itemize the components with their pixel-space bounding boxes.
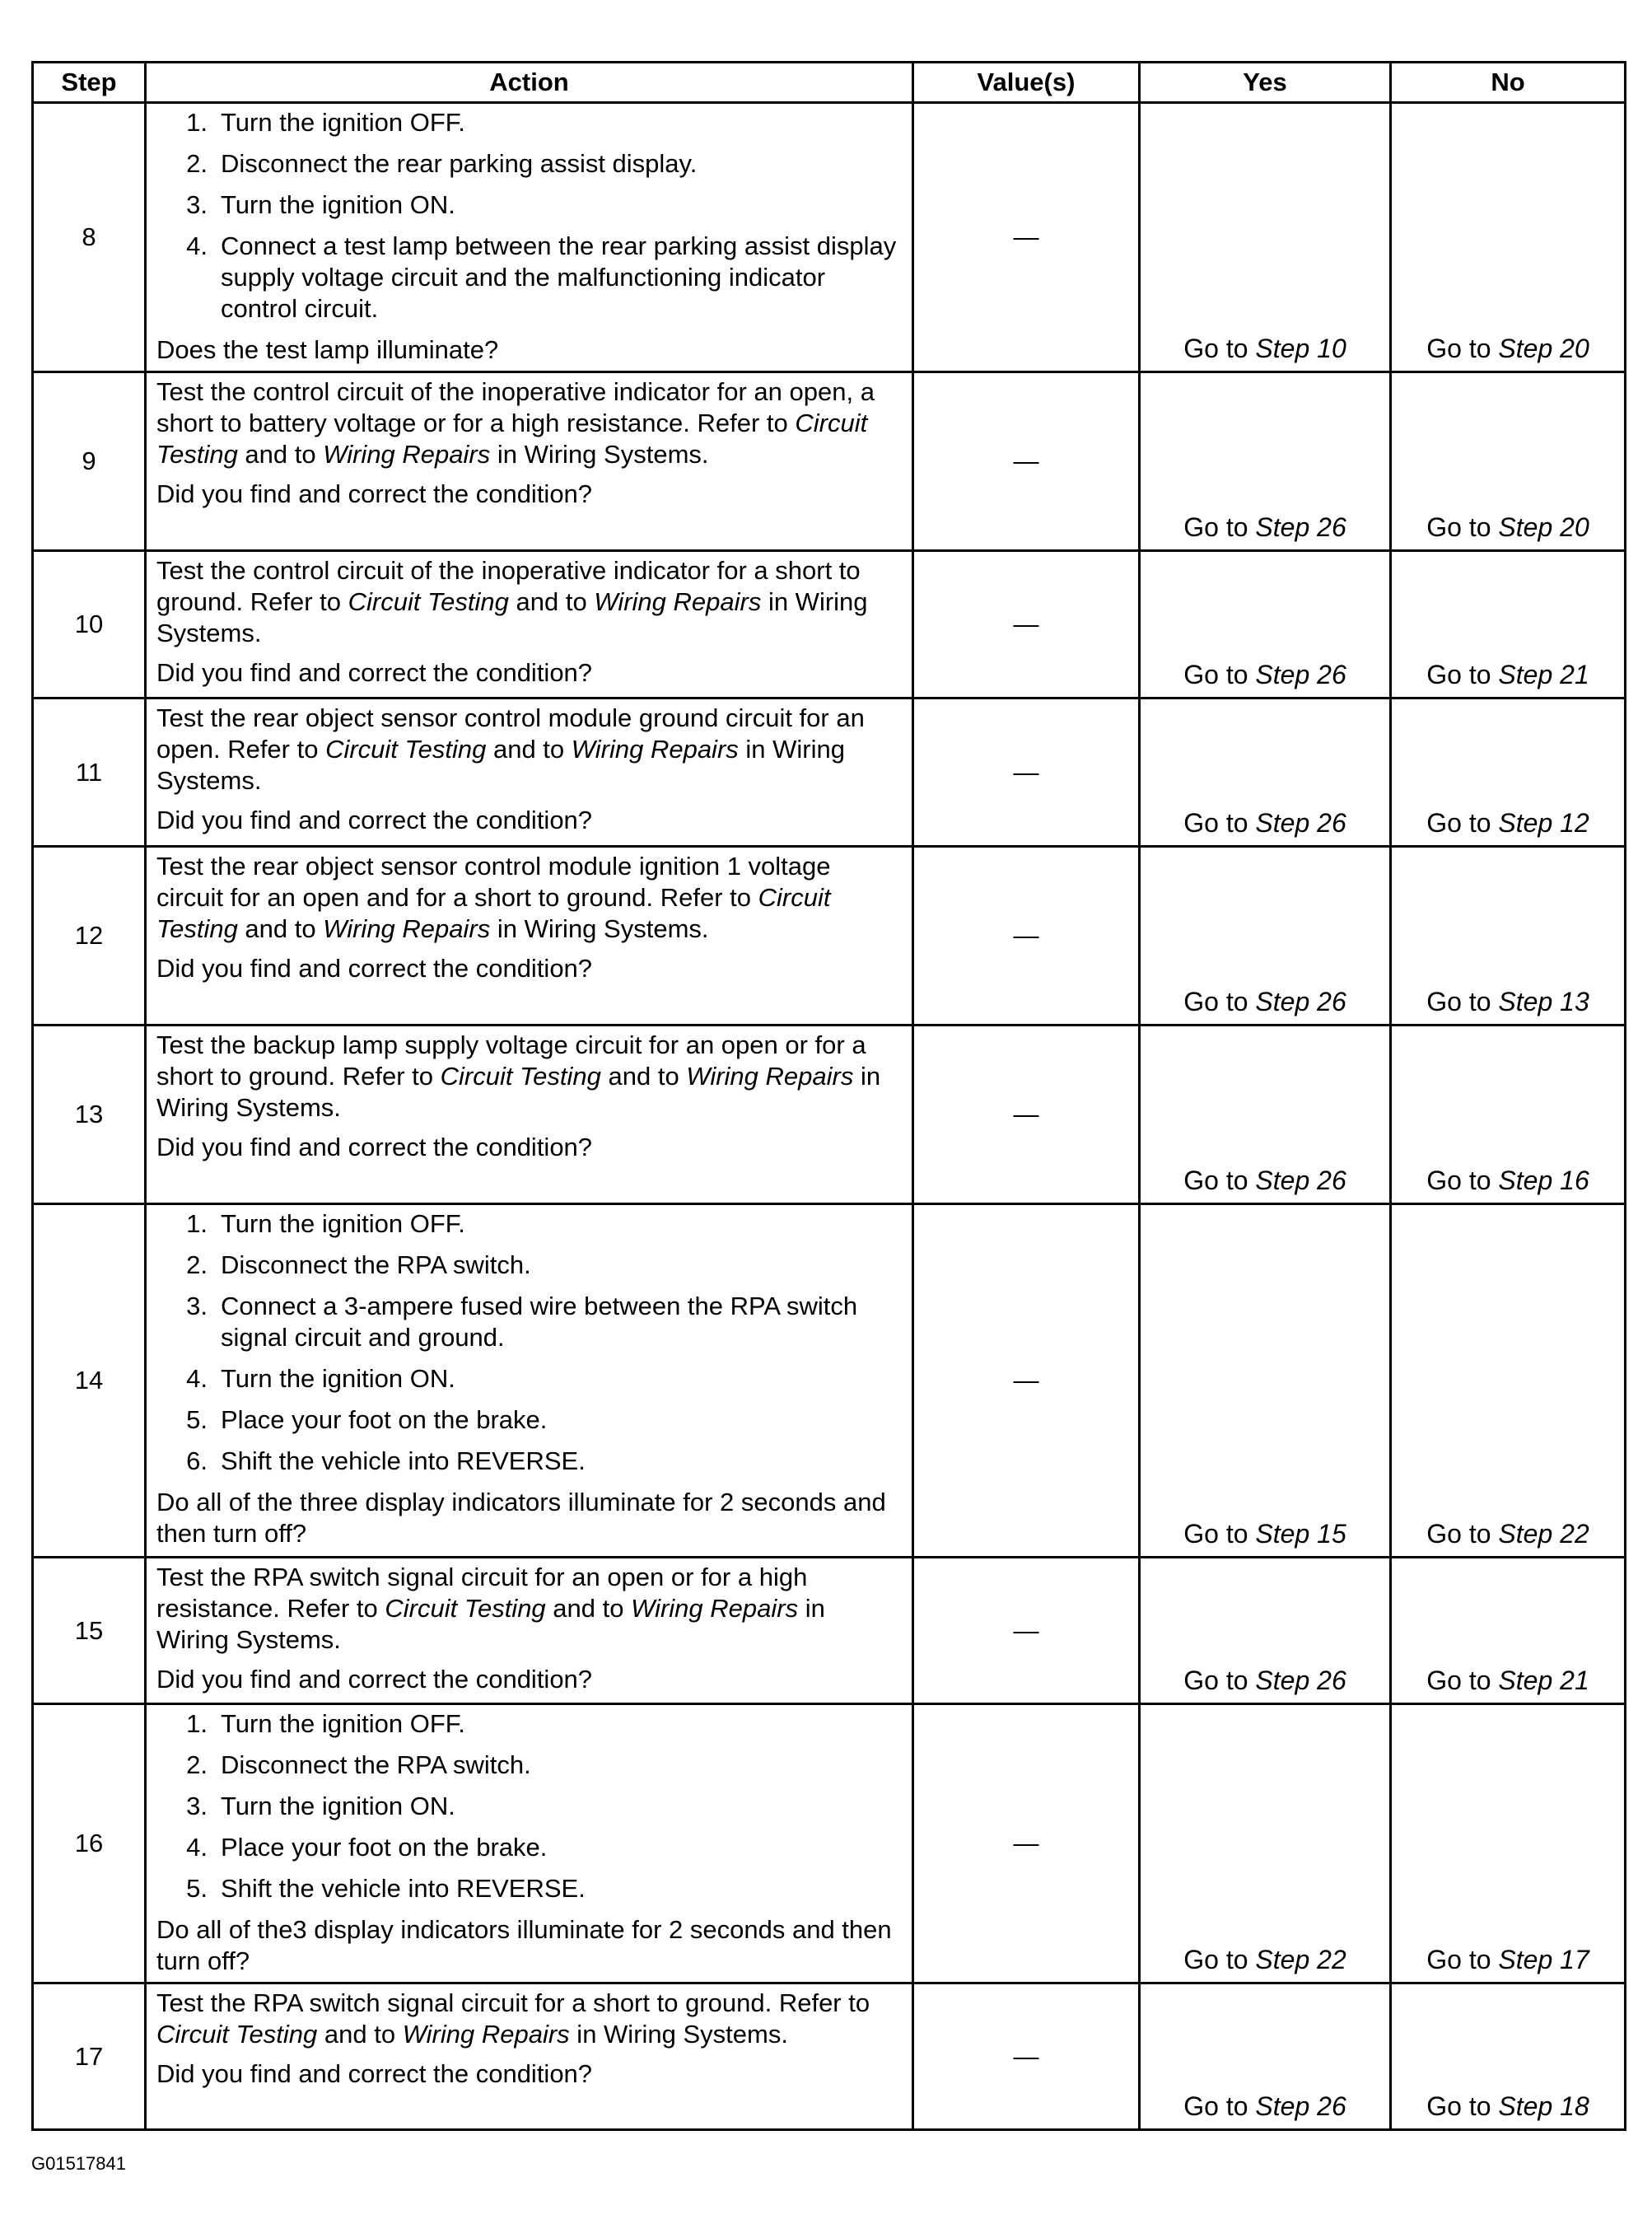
reference-link-text: Wiring Repairs <box>402 2020 570 2049</box>
action-step-number: 2. <box>186 1250 208 1279</box>
action-step-text: Disconnect the RPA switch. <box>221 1750 531 1779</box>
header-values: Value(s) <box>913 63 1140 103</box>
step-number: 13 <box>33 1026 146 1204</box>
action-step-number: 5. <box>186 1874 208 1903</box>
action-question: Did you find and correct the condition? <box>156 1665 593 1694</box>
reference-link-text: Circuit Testing <box>440 1062 601 1091</box>
step-number: 12 <box>33 847 146 1026</box>
description-text: Test the RPA switch signal circuit for an open or for a high resistance. Refer to <box>156 1563 808 1623</box>
no-cell <box>1391 847 1626 1026</box>
table-row <box>33 103 1626 372</box>
yes-goto-text: Go to <box>1183 1519 1256 1549</box>
description-text: Test the rear object sensor control module ignition 1 voltage circuit for an open and for a short to ground. Refer to <box>156 852 831 912</box>
description-text: Test the rear object sensor control module ground circuit for an open. Refer to <box>156 703 865 764</box>
no-cell <box>1391 1204 1626 1558</box>
yes-goto-text: Go to <box>1183 808 1256 838</box>
description-text: in Wiring Systems. <box>490 914 709 943</box>
step-number: 8 <box>33 103 146 372</box>
action-step-number: 3. <box>186 1792 208 1820</box>
step-number: 14 <box>33 1204 146 1558</box>
action-question: Did you find and correct the condition? <box>156 479 593 508</box>
yes-goto-text: Go to <box>1183 334 1256 363</box>
description-text: in Wiring Systems. <box>156 735 845 795</box>
action-step <box>156 1404 903 1436</box>
reference-link-text: Circuit Testing <box>156 883 831 943</box>
table-row <box>33 551 1626 699</box>
reference-link-text: Circuit Testing <box>348 587 509 616</box>
yes-step-ref: Step 26 <box>1255 987 1346 1016</box>
action-step-number: 4. <box>186 231 208 260</box>
action-step <box>156 1208 903 1240</box>
action-step <box>156 1363 903 1395</box>
reference-link-text: Wiring Repairs <box>323 914 491 943</box>
yes-cell <box>1140 847 1391 1026</box>
step-number: 10 <box>33 551 146 699</box>
action-cell <box>146 1026 913 1204</box>
action-description <box>156 1562 903 1656</box>
description-text: and to <box>237 440 324 469</box>
table-row <box>33 1558 1626 1704</box>
action-step-text: Place your foot on the brake. <box>221 1833 548 1862</box>
description-text: in Wiring Systems. <box>569 2020 788 2049</box>
table-row <box>33 1204 1626 1558</box>
step-number: 15 <box>33 1558 146 1704</box>
no-cell <box>1391 1704 1626 1983</box>
value-cell: — <box>913 103 1140 372</box>
action-step-number: 3. <box>186 1292 208 1320</box>
value-cell: — <box>913 1026 1140 1204</box>
description-text: in Wiring Systems. <box>156 1594 825 1654</box>
action-step-text: Disconnect the rear parking assist display. <box>221 149 698 178</box>
action-question: Do all of the3 display indicators illuminate for 2 seconds and then turn off? <box>156 1915 892 1975</box>
no-step-ref: Step 18 <box>1498 2091 1589 2121</box>
no-step-ref: Step 20 <box>1498 512 1589 542</box>
yes-cell <box>1140 1026 1391 1204</box>
table-row <box>33 699 1626 847</box>
action-step <box>156 107 903 138</box>
action-cell <box>146 1704 913 1983</box>
no-step-ref: Step 17 <box>1498 1945 1589 1974</box>
step-number: 17 <box>33 1983 146 2130</box>
action-question: Did you find and correct the condition? <box>156 1133 593 1161</box>
no-step-ref: Step 21 <box>1498 660 1589 689</box>
yes-cell <box>1140 1204 1391 1558</box>
action-question: Did you find and correct the condition? <box>156 954 593 983</box>
yes-cell <box>1140 551 1391 699</box>
action-step-text: Turn the ignition ON. <box>221 1364 455 1393</box>
action-step-number: 4. <box>186 1833 208 1862</box>
action-step-number: 1. <box>186 108 208 137</box>
description-text: Test the control circuit of the inoperative indicator for a short to ground. Refer to <box>156 556 861 616</box>
no-cell <box>1391 1558 1626 1704</box>
reference-link-text: Circuit Testing <box>156 409 868 469</box>
no-cell <box>1391 372 1626 551</box>
action-cell <box>146 1983 913 2130</box>
action-question: Did you find and correct the condition? <box>156 658 593 687</box>
yes-step-ref: Step 26 <box>1255 808 1346 838</box>
action-step <box>156 231 903 325</box>
action-description <box>156 1988 903 2050</box>
yes-step-ref: Step 26 <box>1255 2091 1346 2121</box>
action-step <box>156 189 903 221</box>
value-cell: — <box>913 699 1140 847</box>
action-step-text: Disconnect the RPA switch. <box>221 1250 531 1279</box>
action-step-text: Turn the ignition OFF. <box>221 1709 465 1738</box>
step-number: 9 <box>33 372 146 551</box>
no-step-ref: Step 13 <box>1498 987 1589 1016</box>
action-step-text: Connect a test lamp between the rear parking assist display supply voltage circuit and the malfunctioning indicator control circuit. <box>221 231 897 323</box>
header-no: No <box>1391 63 1626 103</box>
no-goto-text: Go to <box>1426 987 1499 1016</box>
yes-goto-text: Go to <box>1183 660 1256 689</box>
diagnostic-table <box>31 61 1626 2131</box>
action-step-text: Shift the vehicle into REVERSE. <box>221 1874 586 1903</box>
yes-goto-text: Go to <box>1183 1666 1256 1695</box>
reference-link-text: Wiring Repairs <box>686 1062 854 1091</box>
header-step: Step <box>33 63 146 103</box>
yes-step-ref: Step 26 <box>1255 1666 1346 1695</box>
table-row <box>33 847 1626 1026</box>
yes-step-ref: Step 22 <box>1255 1945 1346 1974</box>
action-step <box>156 1873 903 1904</box>
no-step-ref: Step 16 <box>1498 1166 1589 1195</box>
action-cell <box>146 372 913 551</box>
action-step <box>156 1446 903 1477</box>
action-cell <box>146 1558 913 1704</box>
no-cell <box>1391 1983 1626 2130</box>
action-question: Does the test lamp illuminate? <box>156 335 499 364</box>
yes-step-ref: Step 26 <box>1255 1166 1346 1195</box>
header-yes: Yes <box>1140 63 1391 103</box>
value-cell: — <box>913 1983 1140 2130</box>
action-step-number: 2. <box>186 149 208 178</box>
action-step <box>156 1291 903 1353</box>
action-step <box>156 1708 903 1740</box>
action-step-number: 2. <box>186 1750 208 1779</box>
value-cell: — <box>913 1704 1140 1983</box>
no-goto-text: Go to <box>1426 1519 1499 1549</box>
action-question: Did you find and correct the condition? <box>156 806 593 834</box>
action-step-number: 1. <box>186 1209 208 1238</box>
action-step <box>156 1791 903 1822</box>
description-text: in Wiring Systems. <box>156 587 868 647</box>
no-goto-text: Go to <box>1426 1666 1499 1695</box>
action-step <box>156 148 903 180</box>
reference-link-text: Wiring Repairs <box>571 735 739 764</box>
no-goto-text: Go to <box>1426 1166 1499 1195</box>
action-cell <box>146 103 913 372</box>
action-description <box>156 376 903 470</box>
table-row <box>33 1983 1626 2130</box>
yes-step-ref: Step 26 <box>1255 660 1346 689</box>
yes-step-ref: Step 10 <box>1255 334 1346 363</box>
no-step-ref: Step 22 <box>1498 1519 1589 1549</box>
table-row <box>33 1026 1626 1204</box>
reference-link-text: Circuit Testing <box>325 735 487 764</box>
value-cell: — <box>913 847 1140 1026</box>
yes-step-ref: Step 26 <box>1255 512 1346 542</box>
yes-cell <box>1140 1558 1391 1704</box>
description-text: Test the backup lamp supply voltage circuit for an open or for a short to ground. Refer to <box>156 1030 866 1091</box>
yes-goto-text: Go to <box>1183 1166 1256 1195</box>
description-text: and to <box>508 587 595 616</box>
reference-link-text: Wiring Repairs <box>631 1594 799 1623</box>
action-description <box>156 703 903 797</box>
table-row <box>33 372 1626 551</box>
action-cell <box>146 551 913 699</box>
action-step-text: Connect a 3-ampere fused wire between the RPA switch signal circuit and ground. <box>221 1292 858 1352</box>
step-number: 11 <box>33 699 146 847</box>
table-body <box>33 103 1626 2130</box>
action-steps-list <box>156 107 903 325</box>
yes-goto-text: Go to <box>1183 987 1256 1016</box>
no-cell <box>1391 699 1626 847</box>
action-description <box>156 851 903 945</box>
action-step <box>156 1750 903 1781</box>
action-step-text: Shift the vehicle into REVERSE. <box>221 1446 586 1475</box>
yes-cell <box>1140 699 1391 847</box>
description-text: and to <box>545 1594 632 1623</box>
action-step-text: Place your foot on the brake. <box>221 1405 548 1434</box>
action-step-text: Turn the ignition OFF. <box>221 108 465 137</box>
header-action: Action <box>146 63 913 103</box>
description-text: Test the RPA switch signal circuit for a short to ground. Refer to <box>156 1988 870 2017</box>
header-row <box>33 63 1626 103</box>
action-step <box>156 1832 903 1863</box>
action-steps-list <box>156 1708 903 1904</box>
action-question: Did you find and correct the condition? <box>156 2059 593 2088</box>
table-row <box>33 1704 1626 1983</box>
yes-cell <box>1140 1983 1391 2130</box>
action-cell <box>146 1204 913 1558</box>
no-step-ref: Step 12 <box>1498 808 1589 838</box>
no-goto-text: Go to <box>1426 1945 1499 1974</box>
no-goto-text: Go to <box>1426 660 1499 689</box>
action-cell <box>146 699 913 847</box>
no-cell <box>1391 551 1626 699</box>
value-cell: — <box>913 1558 1140 1704</box>
description-text: and to <box>317 2020 403 2049</box>
value-cell: — <box>913 372 1140 551</box>
no-goto-text: Go to <box>1426 334 1499 363</box>
yes-goto-text: Go to <box>1183 2091 1256 2121</box>
action-step-number: 4. <box>186 1364 208 1393</box>
yes-cell <box>1140 372 1391 551</box>
action-step-text: Turn the ignition ON. <box>221 190 455 219</box>
no-step-ref: Step 21 <box>1498 1666 1589 1695</box>
action-step-number: 6. <box>186 1446 208 1475</box>
no-goto-text: Go to <box>1426 2091 1499 2121</box>
value-cell: — <box>913 551 1140 699</box>
no-step-ref: Step 20 <box>1498 334 1589 363</box>
yes-step-ref: Step 15 <box>1255 1519 1346 1549</box>
reference-link-text: Circuit Testing <box>156 2020 318 2049</box>
description-text: in Wiring Systems. <box>490 440 709 469</box>
action-step-number: 1. <box>186 1709 208 1738</box>
description-text: and to <box>600 1062 687 1091</box>
action-steps-list <box>156 1208 903 1477</box>
yes-goto-text: Go to <box>1183 1945 1256 1974</box>
reference-link-text: Circuit Testing <box>385 1594 546 1623</box>
description-text: in Wiring Systems. <box>156 1062 881 1122</box>
description-text: Test the control circuit of the inoperative indicator for an open, a short to battery voltage or for a high resistance. Refer to <box>156 377 875 437</box>
yes-goto-text: Go to <box>1183 512 1256 542</box>
action-step-number: 3. <box>186 190 208 219</box>
reference-link-text: Wiring Repairs <box>594 587 762 616</box>
action-step <box>156 1250 903 1281</box>
step-number: 16 <box>33 1704 146 1983</box>
no-cell <box>1391 103 1626 372</box>
action-description <box>156 1030 903 1124</box>
yes-cell <box>1140 1704 1391 1983</box>
no-goto-text: Go to <box>1426 808 1499 838</box>
document-id: G01517841 <box>31 2153 126 2174</box>
action-step-text: Turn the ignition ON. <box>221 1792 455 1820</box>
value-cell: — <box>913 1204 1140 1558</box>
description-text: and to <box>237 914 324 943</box>
no-cell <box>1391 1026 1626 1204</box>
action-step-number: 5. <box>186 1405 208 1434</box>
action-step-text: Turn the ignition OFF. <box>221 1209 465 1238</box>
action-cell <box>146 847 913 1026</box>
action-description <box>156 555 903 649</box>
description-text: and to <box>486 735 572 764</box>
no-goto-text: Go to <box>1426 512 1499 542</box>
action-question: Do all of the three display indicators illuminate for 2 seconds and then turn off? <box>156 1488 886 1548</box>
yes-cell <box>1140 103 1391 372</box>
reference-link-text: Wiring Repairs <box>323 440 491 469</box>
